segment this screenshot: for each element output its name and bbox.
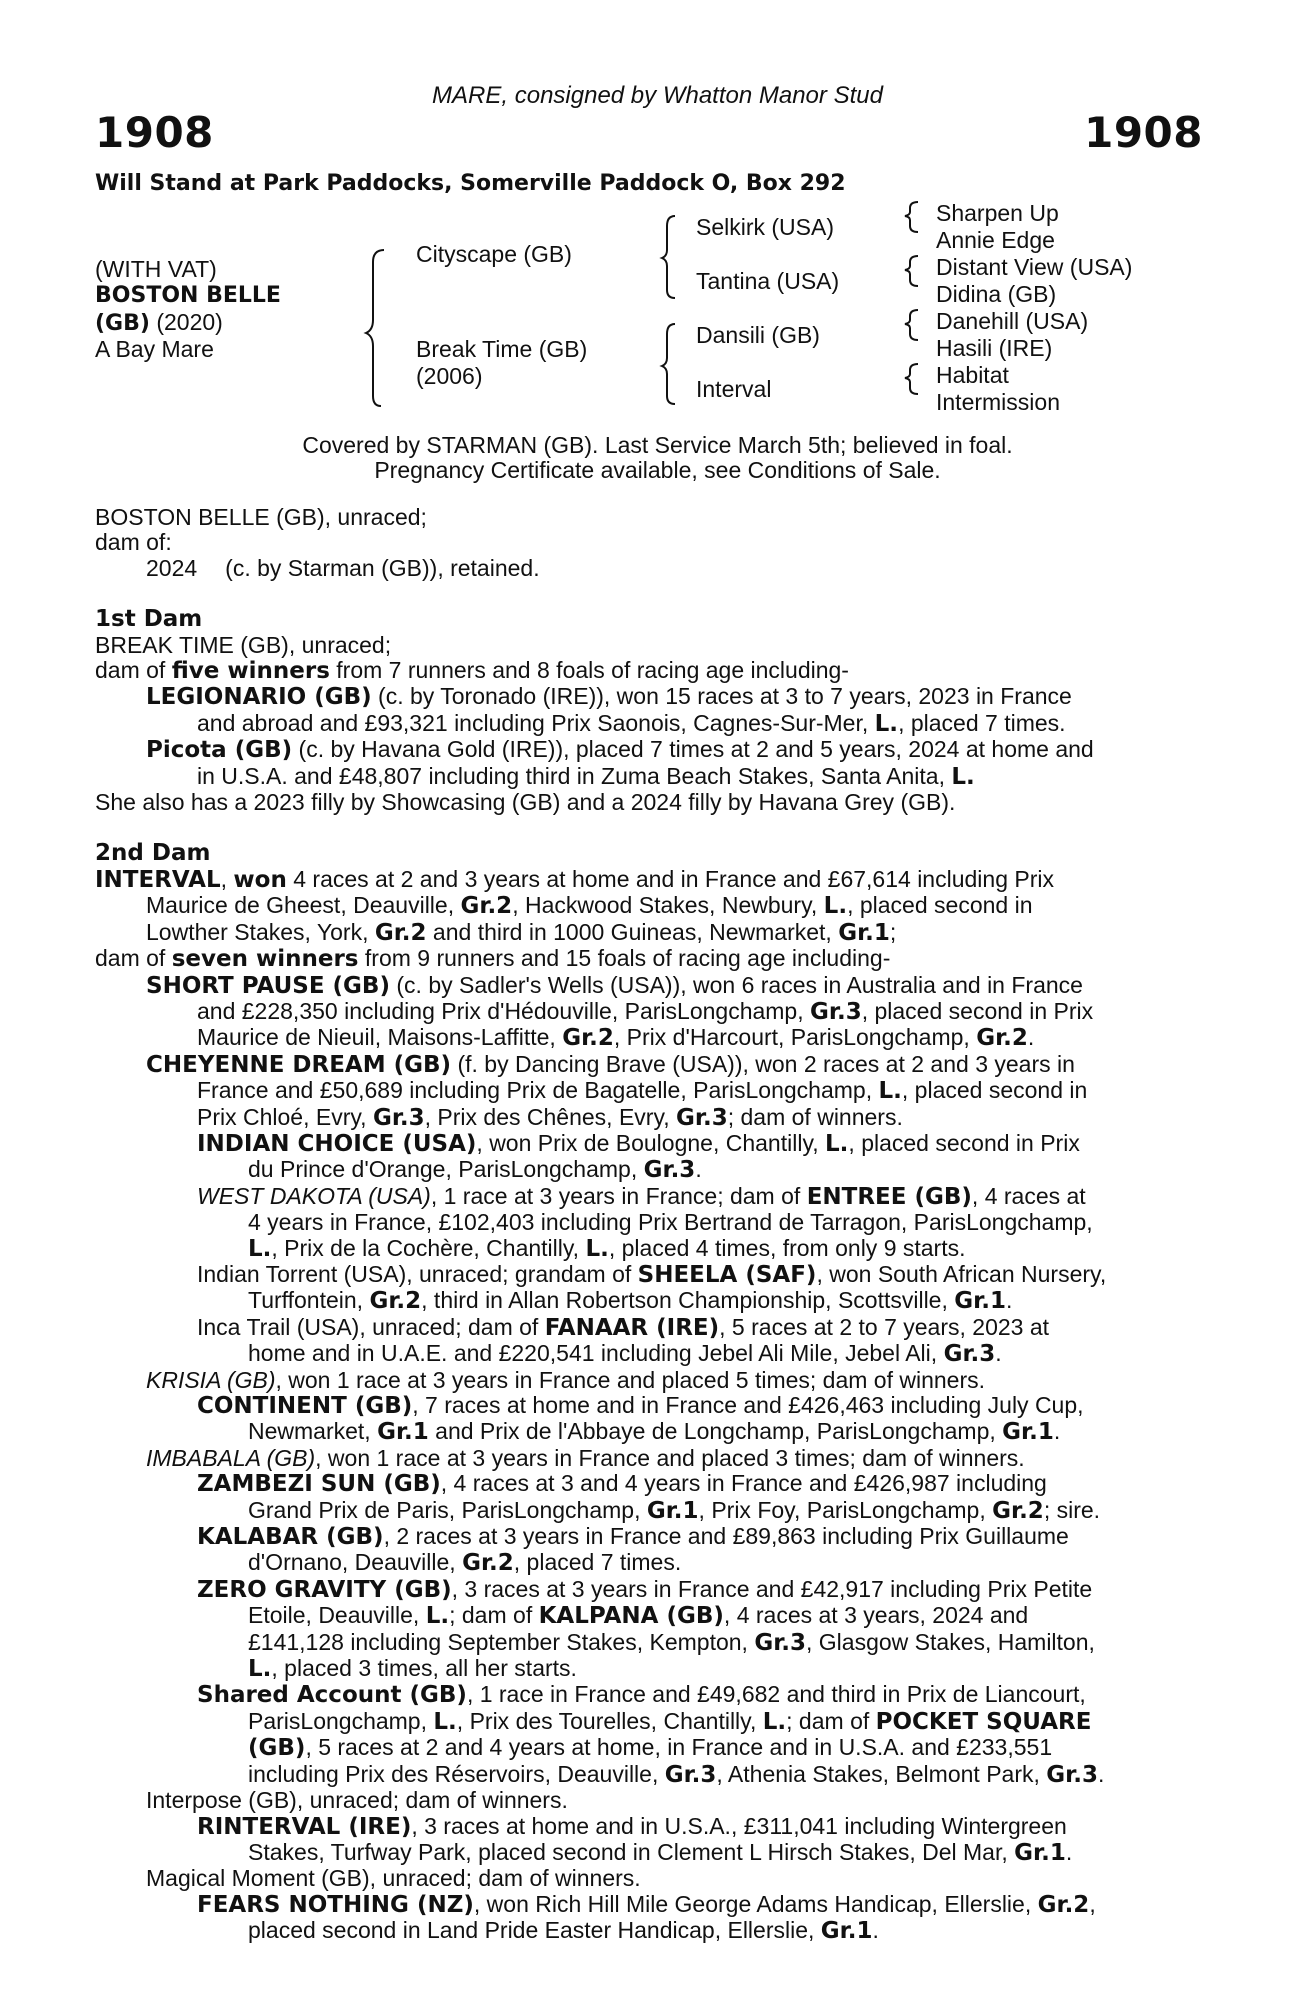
line-text: , won 1 race at 3 years in France and placed 3 times; dam of winners.: [315, 1444, 1025, 1471]
bold-text: Gr.2: [369, 1288, 422, 1315]
line-text: Inca Trail (USA), unraced; dam of: [197, 1313, 545, 1340]
line-text: , placed 7 times.: [898, 709, 1066, 736]
line-text: Maurice de Nieuil, Maisons-Laffitte,: [197, 1024, 563, 1051]
catalogue-line: [95, 633, 1205, 658]
bold-text: Gr.1: [820, 1918, 873, 1945]
line-text: , won 1 race at 3 years in France and placed 5 times; dam of winners.: [275, 1366, 986, 1393]
bold-text: Gr.3: [943, 1341, 996, 1368]
catalogue-line: [95, 1892, 1205, 1918]
bold-text: L.: [762, 1708, 787, 1735]
bold-text: Gr.2: [976, 1025, 1028, 1052]
line-text: 2024: [146, 554, 198, 581]
sire-name: Cityscape (GB): [416, 241, 572, 267]
line-text: and third in 1000 Guineas, Newmarket,: [426, 918, 839, 945]
line-text: Lowther Stakes, York,: [146, 918, 375, 945]
line-text: (c. by Havana Gold (IRE)), placed 7 times at 2 and 5 years, 2024 at home and: [292, 736, 1094, 763]
line-text: Maurice de Gheest, Deauville,: [146, 892, 461, 919]
lot-number-left: 1908: [95, 108, 214, 157]
bold-text: Gr.2: [1037, 1891, 1090, 1918]
catalogue-line: [95, 1814, 1205, 1840]
line-text: , placed 3 times, all her starts.: [271, 1655, 577, 1682]
bold-text: POCKET SQUARE: [875, 1708, 1092, 1735]
line-text: (f. by Dancing Brave (USA)), won 2 races at 2 and 3 years in: [451, 1050, 1075, 1077]
bold-text: ENTREE (GB): [806, 1183, 972, 1210]
pregnancy-note: Pregnancy Certificate available, see Conditions of Sale.: [374, 457, 941, 483]
line-text: , 4 races at 3 and 4 years in France and £426,987 including: [440, 1470, 1047, 1497]
bold-text: CONTINENT (GB): [197, 1393, 413, 1419]
bold-text: RINTERVAL (IRE): [197, 1813, 412, 1840]
catalogue-line: [95, 1866, 1205, 1891]
catalogue-line: [95, 1446, 1205, 1471]
standing-location: Will Stand at Park Paddocks, Somerville Paddock O, Box 292: [95, 171, 846, 196]
line-text: du Prince d'Orange, ParisLongchamp,: [248, 1156, 644, 1183]
line-text: from 9 runners and 15 foals of racing age including-: [358, 945, 891, 972]
catalogue-line: [95, 1656, 1205, 1682]
line-text: , third in Allan Robertson Championship, Scottsville,: [421, 1287, 955, 1314]
line-text: .: [695, 1156, 702, 1183]
vat-note: (WITH VAT): [95, 256, 217, 282]
line-text: , Prix des Tourelles, Chantilly,: [456, 1707, 763, 1734]
bold-text: KALABAR (GB): [197, 1524, 384, 1551]
line-text: ParisLongchamp,: [248, 1707, 434, 1734]
line-text: ; dam of winners.: [727, 1103, 903, 1130]
catalogue-line: [95, 1918, 1205, 1944]
bold-text: L.: [878, 1078, 902, 1105]
catalogue-line: [95, 556, 1205, 581]
line-text: ; dam of: [449, 1602, 539, 1629]
catalogue-line: [95, 1498, 1205, 1524]
bold-text: LEGIONARIO (GB): [146, 684, 372, 711]
line-text: , 2 races at 3 years in France and £89,863 including Prix Guillaume: [383, 1523, 1069, 1550]
catalogue-line: [95, 658, 1205, 684]
line-text: Interpose (GB), unraced; dam of winners.: [146, 1787, 568, 1814]
line-text: dam of: [95, 945, 172, 972]
gen3-ancestor: Habitat: [936, 362, 1009, 388]
line-text: .: [1053, 1418, 1061, 1445]
catalogue-line: [95, 893, 1205, 919]
italic-text: KRISIA (GB): [146, 1366, 276, 1393]
line-text: , 1 race at 3 years in France; dam of: [430, 1182, 807, 1209]
bold-text: Gr.1: [838, 919, 890, 946]
line-text: .: [995, 1340, 1002, 1367]
bold-text: Gr.1: [646, 1497, 699, 1524]
consignor-line: MARE, consigned by Whatton Manor Stud: [432, 82, 883, 109]
bold-text: L.: [874, 710, 899, 737]
bold-text: ZERO GRAVITY (GB): [197, 1576, 452, 1603]
line-text: , Prix de la Cochère, Chantilly,: [271, 1234, 586, 1261]
catalogue-body: [95, 505, 1205, 1945]
catalogue-line: [95, 1262, 1205, 1288]
bold-text: Gr.1: [377, 1419, 429, 1446]
catalogue-line: [95, 1157, 1205, 1183]
brace-gen2-sire: [662, 216, 675, 298]
line-text: Grand Prix de Paris, ParisLongchamp,: [248, 1496, 647, 1523]
catalogue-line: [95, 973, 1205, 999]
bold-text: Gr.3: [1046, 1761, 1098, 1788]
line-text: , won Rich Hill Mile George Adams Handicap, Ellerslie,: [473, 1890, 1038, 1917]
catalogue-line: [95, 1735, 1205, 1761]
catalogue-line: [95, 1577, 1205, 1603]
bold-text: ZAMBEZI SUN (GB): [197, 1471, 441, 1498]
line-text: She also has a 2023 filly by Showcasing (GB) and a 2024 filly by Havana Grey (GB).: [95, 789, 956, 816]
catalogue-line: [95, 1236, 1205, 1262]
line-text: , placed 4 times, from only 9 starts.: [608, 1234, 966, 1261]
brace-gen1: [366, 250, 384, 406]
line-text: , 5 races at 2 and 4 years at home, in France and in U.S.A. and £233,551: [305, 1734, 1053, 1761]
catalogue-line: [95, 1341, 1205, 1367]
brace-gen3-4: [905, 364, 918, 394]
bold-text: Gr.3: [754, 1629, 807, 1656]
catalogue-line: [95, 1471, 1205, 1497]
lot-number-right: 1908: [1084, 108, 1203, 157]
line-text: , won Prix de Boulogne, Chantilly,: [476, 1129, 826, 1156]
catalogue-line: [95, 1288, 1205, 1314]
gen3-ancestor: Danehill (USA): [936, 308, 1089, 334]
catalogue-line: [95, 1368, 1205, 1393]
bold-text: L.: [248, 1235, 272, 1262]
horse-origin: (GB): [95, 311, 150, 336]
bold-text: Gr.2: [374, 919, 427, 946]
section-heading: [95, 606, 1205, 632]
horse-description: A Bay Mare: [95, 336, 214, 362]
grandsire-maternal: Dansili (GB): [696, 322, 820, 348]
line-text: ,: [1089, 1890, 1096, 1917]
italic-text: IMBABALA (GB): [146, 1444, 316, 1471]
catalogue-line: [95, 737, 1205, 763]
line-text: Indian Torrent (USA), unraced; grandam of: [197, 1260, 638, 1287]
bold-text: Gr.3: [664, 1761, 717, 1788]
catalogue-line: [95, 684, 1205, 710]
bold-text: L.: [825, 1130, 849, 1157]
line-text: , placed second in Prix: [848, 1129, 1080, 1156]
catalogue-line: [95, 505, 1205, 530]
catalogue-line: [95, 1603, 1205, 1629]
line-text: , won South African Nursery,: [816, 1260, 1107, 1287]
line-text: , 3 races at 3 years in France and £42,917 including Prix Petite: [451, 1575, 1093, 1602]
line-text: BOSTON BELLE (GB), unraced;: [95, 504, 427, 530]
brace-gen3-2: [905, 256, 918, 286]
line-text: BREAK TIME (GB), unraced;: [95, 631, 392, 658]
line-text: (c. by Sadler's Wells (USA)), won 6 races in Australia and in France: [389, 971, 1083, 998]
line-text: including Prix des Réservoirs, Deauville,: [248, 1760, 665, 1787]
line-text: placed second in Land Pride Easter Handicap, Ellerslie,: [248, 1917, 821, 1944]
catalogue-line: [95, 920, 1205, 946]
bold-text: Gr.3: [810, 998, 862, 1025]
catalogue-line: [95, 1550, 1205, 1576]
line-text: , Athenia Stakes, Belmont Park,: [716, 1760, 1047, 1787]
catalogue-line: [95, 1025, 1205, 1051]
catalogue-line: [95, 1315, 1205, 1341]
line-text: and Prix de l'Abbaye de Longchamp, ParisLongchamp,: [428, 1418, 1003, 1445]
catalogue-line: [95, 999, 1205, 1025]
line-text: , 1 race in France and £49,682 and third in Prix de Liancourt,: [466, 1681, 1086, 1708]
brace-gen3-1: [905, 202, 918, 232]
catalogue-line: [95, 867, 1205, 893]
bold-text: SHEELA (SAF): [637, 1261, 817, 1288]
line-text: dam of:: [95, 529, 172, 556]
line-text: 4 races at 2 and 3 years at home and in France and £67,614 including Prix: [286, 865, 1054, 892]
line-text: , placed 7 times.: [513, 1549, 682, 1576]
line-text: , 3 races at home and in U.S.A., £311,041 including Wintergreen: [411, 1812, 1067, 1839]
line-text: d'Ornano, Deauville,: [248, 1549, 463, 1576]
line-text: , Hackwood Stakes, Newbury,: [512, 892, 824, 919]
catalogue-line: [95, 1524, 1205, 1550]
line-text: and £228,350 including Prix d'Hédouville, ParisLongchamp,: [197, 997, 811, 1024]
line-text: home and in U.A.E. and £220,541 including Jebel Ali Mile, Jebel Ali,: [248, 1340, 944, 1367]
bold-text: Gr.1: [1002, 1419, 1054, 1446]
line-text: Stakes, Turfway Park, placed second in Clement L Hirsch Stakes, Del Mar,: [248, 1838, 1015, 1865]
bold-text: Gr.1: [1014, 1839, 1066, 1866]
granddam-maternal: Interval: [696, 376, 772, 402]
line-text: , 4 races at: [971, 1182, 1086, 1209]
bold-text: L.: [433, 1708, 457, 1735]
line-text: 4 years in France, £102,403 including Prix Bertrand de Tarragon, ParisLongchamp,: [248, 1209, 1093, 1236]
bold-text: Gr.3: [676, 1104, 728, 1131]
bold-text: FANAAR (IRE): [544, 1314, 720, 1341]
bold-text: Gr.2: [460, 893, 513, 920]
line-text: Turffontein,: [248, 1287, 370, 1314]
bold-text: L.: [585, 1235, 609, 1262]
line-text: .: [1027, 1024, 1035, 1051]
bold-text: SHORT PAUSE (GB): [146, 972, 390, 999]
section-gap: [95, 581, 1205, 606]
catalogue-line: [95, 1131, 1205, 1157]
catalogue-line: [95, 1840, 1205, 1866]
italic-text: WEST DAKOTA (USA): [197, 1182, 431, 1209]
gen3-ancestor: Intermission: [936, 389, 1060, 415]
bold-text: L.: [248, 1656, 272, 1683]
catalogue-line: [95, 530, 1205, 555]
line-text: Newmarket,: [248, 1418, 378, 1445]
bold-text: Gr.2: [992, 1497, 1044, 1524]
line-text: , Prix Foy, ParisLongchamp,: [698, 1496, 993, 1523]
bold-text: Gr.1: [954, 1288, 1006, 1315]
heading-text: 1st Dam: [95, 606, 203, 633]
bold-text: CHEYENNE DREAM (GB): [146, 1051, 452, 1078]
horse-name: BOSTON BELLE: [95, 283, 281, 308]
line-text: .: [872, 1917, 879, 1944]
line-text: £141,128 including September Stakes, Kempton,: [248, 1628, 755, 1655]
catalogue-line: [95, 764, 1205, 790]
horse-year: (2020): [156, 309, 223, 335]
bold-text: Shared Account (GB): [197, 1682, 467, 1709]
line-text: .: [1005, 1287, 1013, 1314]
catalogue-line: [95, 1419, 1205, 1445]
brace-gen2-dam: [662, 324, 675, 404]
granddam-paternal: Tantina (USA): [696, 268, 840, 294]
catalogue-line: [95, 1078, 1205, 1104]
produce-description: (c. by Starman (GB)), retained.: [225, 554, 540, 581]
line-text: , 7 races at home and in France and £426,463 including July Cup,: [412, 1392, 1084, 1418]
bold-text: KALPANA (GB): [538, 1603, 724, 1630]
section-gap: [95, 815, 1205, 840]
line-text: , placed second in: [847, 892, 1033, 919]
line-text: ;: [889, 918, 897, 945]
pedigree-braces: [0, 0, 1315, 420]
catalogue-line: [95, 946, 1205, 972]
gen3-ancestor: Annie Edge: [936, 227, 1055, 253]
bold-text: Gr.2: [562, 1025, 614, 1052]
line-text: France and £50,689 including Prix de Bagatelle, ParisLongchamp,: [197, 1077, 879, 1104]
line-text: ; dam of: [786, 1707, 876, 1734]
catalogue-line: [95, 1762, 1205, 1788]
line-text: Magical Moment (GB), unraced; dam of winners.: [146, 1865, 641, 1892]
bold-text: five winners: [171, 658, 330, 685]
dam-name: Break Time (GB): [416, 336, 588, 362]
catalogue-line: [95, 1788, 1205, 1813]
line-text: (c. by Toronado (IRE)), won 15 races at 3 to 7 years, 2023 in France: [371, 683, 1072, 710]
bold-text: L.: [951, 763, 975, 790]
bold-text: Gr.3: [372, 1104, 425, 1131]
catalogue-line: [95, 1105, 1205, 1131]
section-heading: [95, 840, 1205, 866]
bold-text: FEARS NOTHING (NZ): [197, 1891, 474, 1918]
line-text: .: [1097, 1760, 1105, 1787]
bold-text: L.: [823, 893, 848, 920]
line-text: Prix Chloé, Evry,: [197, 1103, 373, 1130]
line-text: , 4 races at 3 years, 2024 and: [723, 1602, 1029, 1629]
line-text: and abroad and £93,321 including Prix Saonois, Cagnes-Sur-Mer,: [197, 709, 875, 736]
line-text: , Glasgow Stakes, Hamilton,: [806, 1628, 1095, 1655]
line-text: ; sire.: [1043, 1496, 1101, 1523]
covering-note: Covered by STARMAN (GB). Last Service March 5th; believed in foal.: [302, 432, 1013, 458]
heading-text: 2nd Dam: [95, 840, 211, 867]
line-text: , Prix d'Harcourt, ParisLongchamp,: [613, 1024, 977, 1051]
bold-text: Gr.3: [643, 1157, 696, 1184]
bold-text: Picota (GB): [146, 737, 293, 764]
line-text: Etoile, Deauville,: [248, 1602, 426, 1629]
line-text: , placed second in Prix: [861, 997, 1094, 1024]
bold-text: INDIAN CHOICE (USA): [197, 1130, 477, 1157]
line-text: , placed second in: [901, 1077, 1088, 1104]
line-text: dam of: [95, 657, 172, 684]
catalogue-line: [95, 790, 1205, 815]
bold-text: won: [233, 866, 287, 893]
gen3-ancestor: Distant View (USA): [936, 254, 1133, 280]
catalogue-line: [95, 1630, 1205, 1656]
catalogue-line: [95, 1682, 1205, 1708]
bold-text: L.: [425, 1603, 450, 1630]
gen3-ancestor: Sharpen Up: [936, 200, 1059, 226]
catalogue-line: [95, 711, 1205, 737]
dam-year: (2006): [416, 363, 483, 389]
line-text: , Prix des Chênes, Evry,: [424, 1103, 677, 1130]
bold-text: (GB): [248, 1735, 306, 1762]
bold-text: INTERVAL: [95, 866, 221, 893]
line-text: .: [1065, 1838, 1073, 1865]
line-text: from 7 runners and 8 foals of racing age including-: [329, 657, 849, 684]
grandsire-paternal: Selkirk (USA): [696, 214, 835, 240]
catalogue-line: [95, 1210, 1205, 1235]
catalogue-line: [95, 1052, 1205, 1078]
gen3-ancestor: Hasili (IRE): [936, 335, 1053, 361]
brace-gen3-3: [905, 310, 918, 340]
catalogue-line: [95, 1184, 1205, 1210]
catalogue-line: [95, 1393, 1205, 1419]
line-text: ,: [220, 865, 234, 892]
catalogue-line: [95, 1709, 1205, 1735]
bold-text: Gr.2: [462, 1550, 514, 1577]
line-text: , 5 races at 2 to 7 years, 2023 at: [719, 1313, 1050, 1340]
gen3-ancestor: Didina (GB): [936, 281, 1057, 307]
line-text: in U.S.A. and £48,807 including third in Zuma Beach Stakes, Santa Anita,: [197, 762, 952, 789]
bold-text: seven winners: [171, 946, 359, 973]
